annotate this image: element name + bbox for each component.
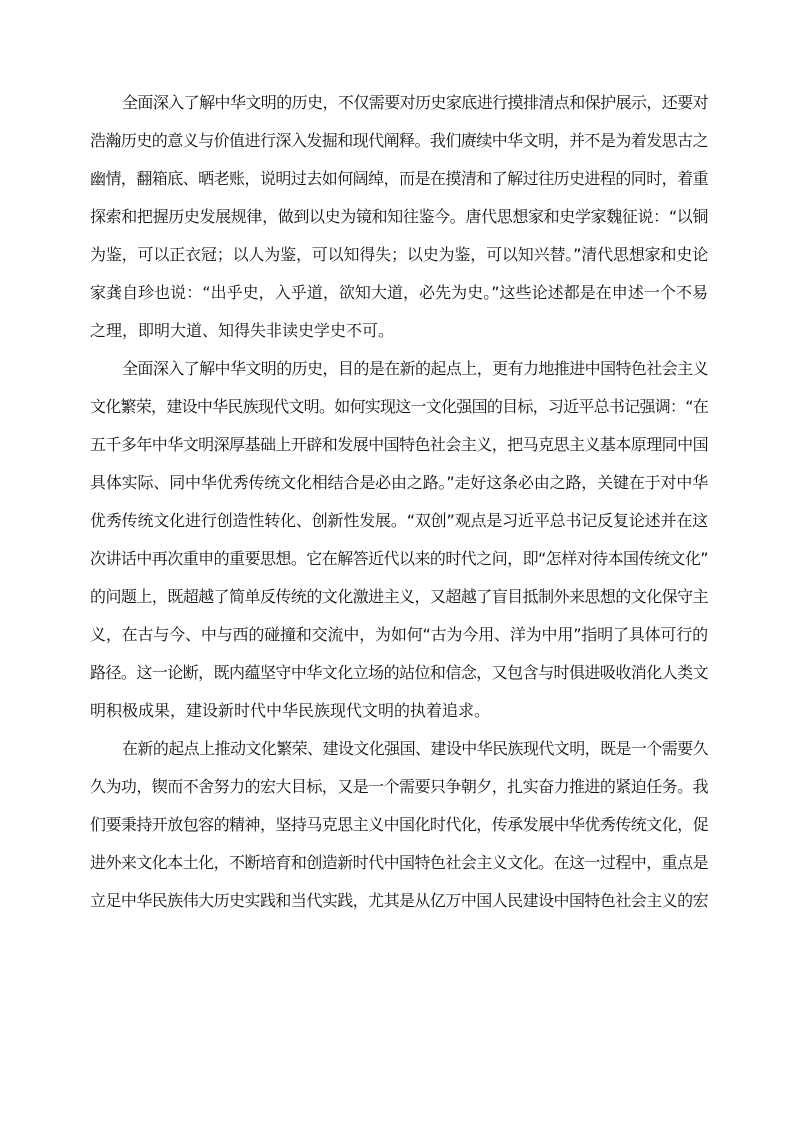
paragraph-line: 全面深入了解中华文明的历史，目的是在新的起点上，更有力地推进中国特色社会主义 [122, 359, 708, 378]
paragraph-line: 全面深入了解中华文明的历史，不仅需要对历史家底进行摸排清点和保护展示，还要对 [122, 93, 708, 112]
paragraph-line: 路径。这一论断，既内蕴坚守中华文化立场的站位和信念，又包含与时俱进吸收消化人类文 [90, 663, 708, 682]
paragraph-line: 久为功，锲而不舍努力的宏大目标，又是一个需要只争朝夕，扎实奋力推进的紧迫任务。我 [90, 777, 708, 796]
document-body [90, 84, 708, 920]
paragraph-line: 立足中华民族伟大历史实践和当代实践，尤其是从亿万中国人民建设中国特色社会主义的宏 [90, 891, 708, 910]
paragraph-line: 们要秉持开放包容的精神，坚持马克思主义中国化时代化，传承发展中华优秀传统文化，促 [90, 815, 708, 834]
paragraph-line: 五千多年中华文明深厚基础上开辟和发展中国特色社会主义，把马克思主义基本原理同中国 [90, 435, 708, 454]
paragraph-3 [90, 730, 708, 920]
paragraph-line: 的问题上，既超越了简单反传统的文化激进主义，又超越了盲目抵制外来思想的文化保守主 [90, 587, 708, 606]
paragraph-line: 为鉴，可以正衣冠；以人为鉴，可以知得失；以史为鉴，可以知兴替。”清代思想家和史论 [90, 245, 708, 264]
paragraph-line: 探索和把握历史发展规律，做到以史为镜和知往鉴今。唐代思想家和史学家魏征说：“以铜 [90, 207, 708, 226]
paragraph-line: 在新的起点上推动文化繁荣、建设文化强国、建设中华民族现代文明，既是一个需要久 [122, 739, 708, 758]
paragraph-2 [90, 350, 708, 730]
paragraph-1 [90, 84, 708, 350]
paragraph-line: 进外来文化本土化，不断培育和创造新时代中国特色社会主义文化。在这一过程中，重点是 [90, 853, 708, 872]
paragraph-line: 幽情，翻箱底、晒老账，说明过去如何阔绰，而是在摸清和了解过往历史进程的同时，着重 [90, 169, 708, 188]
paragraph-line: 义，在古与今、中与西的碰撞和交流中，为如何“古为今用、洋为中用”指明了具体可行的 [90, 625, 708, 644]
paragraph-line: 具体实际、同中华优秀传统文化相结合是必由之路。”走好这条必由之路，关键在于对中华 [90, 473, 708, 492]
paragraph-line: 浩瀚历史的意义与价值进行深入发掘和现代阐释。我们赓续中华文明，并不是为着发思古之 [90, 131, 708, 150]
paragraph-line: 家龚自珍也说：“出乎史，入乎道，欲知大道，必先为史。”这些论述都是在申述一个不易 [90, 283, 708, 302]
paragraph-line: 之理，即明大道、知得失非读史学史不可。 [90, 321, 395, 340]
paragraph-line: 明积极成果，建设新时代中华民族现代文明的执着追求。 [90, 701, 491, 720]
paragraph-line: 优秀传统文化进行创造性转化、创新性发展。“双创”观点是习近平总书记反复论述并在这 [90, 511, 708, 530]
paragraph-line: 文化繁荣，建设中华民族现代文明。如何实现这一文化强国的目标，习近平总书记强调：“在 [90, 397, 708, 416]
paragraph-line: 次讲话中再次重申的重要思想。它在解答近代以来的时代之问，即“怎样对待本国传统文化” [90, 549, 708, 568]
